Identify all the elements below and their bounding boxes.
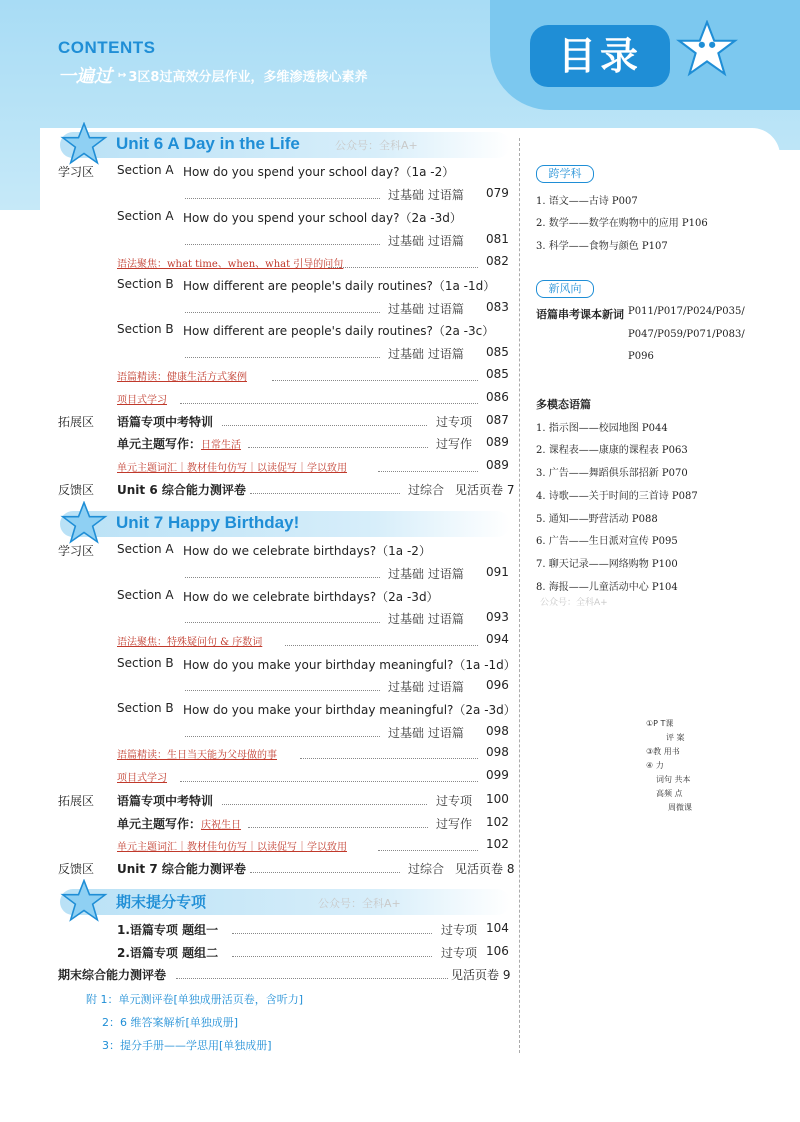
leader-dots — [185, 622, 380, 623]
tags: 过基础 过语篇 — [388, 567, 464, 581]
new-words-head: 语篇串考课本新词 — [536, 308, 624, 321]
tagline-text: 3区8过高效分层作业，多维渗透核心素养 — [128, 69, 368, 85]
tags: 过专项 — [436, 794, 473, 808]
leader-dots — [378, 850, 478, 851]
page-number[interactable]: 见活页卷 9 — [451, 968, 511, 982]
sidebar-item: 8. 海报——儿童活动中心 P104 — [536, 582, 678, 593]
watermark: 公众号：全科A+ — [335, 139, 418, 152]
unit-6-title: Unit 6 A Day in the Life — [116, 134, 300, 153]
sidebar-item: 1. 语文——古诗 P007 — [536, 196, 638, 207]
multimodal-head: 多模态语篇 — [536, 398, 591, 411]
tags: 过基础 过语篇 — [388, 188, 464, 202]
section-question: How do you spend your school day?（2a -3d） — [183, 211, 462, 225]
sidebar-item: 3. 科学——食物与颜色 P107 — [536, 241, 668, 252]
leader-dots — [222, 804, 427, 805]
tags: 过基础 过语篇 — [388, 726, 464, 740]
page-number[interactable]: 093 — [486, 610, 509, 624]
page-number[interactable]: 102 — [486, 815, 509, 829]
page-number[interactable]: 100 — [486, 792, 509, 806]
page-number[interactable]: 086 — [486, 390, 509, 404]
section-label: Section A — [117, 588, 174, 602]
section-question: How do you make your birthday meaningful?（2a -3d） — [183, 703, 516, 717]
section-question: How do you spend your school day?（1a -2） — [183, 165, 455, 179]
column-divider — [519, 138, 520, 1053]
leader-dots — [222, 425, 427, 426]
item-label: 1.语篇专项 题组一 — [117, 923, 219, 937]
leader-dots — [232, 933, 432, 934]
tags: 过专项 — [441, 946, 478, 960]
leader-dots — [185, 357, 380, 358]
leader-dots — [248, 827, 428, 828]
cross-subject-badge: 跨学科 — [536, 165, 594, 183]
special-item: 语法聚焦：what time、when、what 引导的问句 — [117, 259, 344, 270]
tags: 过基础 过语篇 — [388, 302, 464, 316]
page-number[interactable]: 106 — [486, 944, 509, 958]
leader-dots — [176, 978, 448, 979]
leader-dots — [272, 380, 478, 381]
tags: 过写作 — [436, 817, 473, 831]
special-item: 语篇精读：生日当天能为父母做的事 — [117, 750, 277, 761]
new-trend-badge: 新风向 — [536, 280, 594, 298]
page-number[interactable]: 089 — [486, 458, 509, 472]
zone-label: 拓展区 — [58, 415, 95, 429]
leader-dots — [250, 493, 400, 494]
sidebar-line: P047/P059/P071/P083/ — [628, 329, 745, 340]
special-item: 语法聚焦：特殊疑问句 & 序数词 — [117, 637, 263, 648]
special-item: 项目式学习 — [117, 773, 167, 784]
scatter-text: ①P T课 — [646, 719, 674, 728]
scatter-text: 周微课 — [668, 803, 692, 812]
item-label: 期末综合能力测评卷 — [58, 968, 167, 982]
tags: 过基础 过语篇 — [388, 680, 464, 694]
sidebar-item: 7. 聊天记录——网络购物 P100 — [536, 559, 678, 570]
item-label: Unit 6 综合能力测评卷 — [117, 483, 246, 497]
zone-label: 学习区 — [58, 544, 95, 558]
page-number[interactable]: 087 — [486, 413, 509, 427]
sidebar-item: 1. 指示图——校园地图 P044 — [536, 423, 668, 434]
special-item: 语篇精读：健康生活方式案例 — [117, 372, 247, 383]
sidebar-item: 4. 诗歌——关于时间的三首诗 P087 — [536, 491, 698, 502]
appendix-item: 附 1：单元测评卷[单独成册活页卷，含听力] — [86, 993, 304, 1006]
page-number[interactable]: 079 — [486, 186, 509, 200]
item-label: 2.语篇专项 题组二 — [117, 946, 219, 960]
page-number[interactable]: 104 — [486, 921, 509, 935]
page-number[interactable]: 102 — [486, 837, 509, 851]
section-question: How do you make your birthday meaningful?（1a -1d） — [183, 658, 516, 672]
item-label: Unit 7 综合能力测评卷 — [117, 862, 246, 876]
page-number[interactable]: 081 — [486, 232, 509, 246]
scatter-text: 高频 点 — [656, 789, 683, 798]
leader-dots — [185, 198, 380, 199]
section-label: Section B — [117, 701, 174, 715]
special-item: 单元主题词汇｜教材佳句仿写｜以读促写｜学以致用 — [117, 842, 347, 853]
page-number[interactable]: 083 — [486, 300, 509, 314]
page-number[interactable]: 098 — [486, 724, 509, 738]
star-mascot-icon — [60, 122, 108, 166]
section-label: Section B — [117, 277, 174, 291]
section-question: How different are people's daily routines?（1a -1d） — [183, 279, 496, 293]
tags: 过专项 — [436, 415, 473, 429]
section-question: How do we celebrate birthdays?（2a -3d） — [183, 590, 439, 604]
leader-dots — [180, 403, 478, 404]
leader-dots — [185, 690, 380, 691]
page-number[interactable]: 见活页卷 8 — [455, 862, 515, 876]
scatter-text: ④ 力 — [646, 761, 664, 770]
tags: 过基础 过语篇 — [388, 347, 464, 361]
page-number[interactable]: 094 — [486, 632, 509, 646]
section-label: Section A — [117, 163, 174, 177]
tags: 过综合 — [408, 862, 445, 876]
page-number[interactable]: 085 — [486, 345, 509, 359]
section-label: Section A — [117, 542, 174, 556]
watermark: 公众号：全科A+ — [540, 598, 608, 608]
page-number[interactable]: 099 — [486, 768, 509, 782]
tags: 过写作 — [436, 437, 473, 451]
scatter-text: ③教 用书 — [646, 747, 680, 756]
appendix-item: 3：提分手册——学思用[单独成册] — [102, 1039, 272, 1052]
section-label: Section B — [117, 656, 174, 670]
leader-dots — [248, 447, 428, 448]
star-mascot-icon — [676, 20, 738, 78]
leader-dots — [328, 267, 478, 268]
section-label: Section A — [117, 209, 174, 223]
scatter-text: 评 案 — [666, 733, 685, 742]
zone-label: 反馈区 — [58, 483, 95, 497]
appendix-item: 2：6 维答案解析[单独成册] — [102, 1016, 239, 1029]
page-number[interactable]: 085 — [486, 367, 509, 381]
tags: 过基础 过语篇 — [388, 612, 464, 626]
leader-dots — [185, 244, 380, 245]
item-label: 语篇专项中考特训 — [117, 415, 214, 429]
leader-dots — [185, 312, 380, 313]
page-number[interactable]: 098 — [486, 745, 509, 759]
sidebar-item: 2. 数学——数学在购物中的应用 P106 — [536, 218, 708, 229]
header-tagline — [58, 62, 367, 88]
leader-dots — [232, 956, 432, 957]
page-number[interactable]: 089 — [486, 435, 509, 449]
leader-dots — [300, 758, 478, 759]
item-label: 单元主题写作：庆祝生日 — [117, 817, 242, 831]
sidebar-item: 2. 课程表——康康的课程表 P063 — [536, 445, 688, 456]
section-label: Section B — [117, 322, 174, 336]
special-item: 单元主题词汇｜教材佳句仿写｜以读促写｜学以致用 — [117, 463, 347, 474]
leader-dots — [180, 781, 478, 782]
tags: 过综合 — [408, 483, 445, 497]
zone-label: 拓展区 — [58, 794, 95, 808]
leader-dots — [378, 471, 478, 472]
page-number[interactable]: 091 — [486, 565, 509, 579]
page-number[interactable]: 096 — [486, 678, 509, 692]
leader-dots — [250, 872, 400, 873]
zone-label: 学习区 — [58, 165, 95, 179]
sidebar-line: P096 — [628, 351, 654, 362]
arrow-icon: ↦ — [118, 69, 127, 81]
sidebar-item: 5. 通知——野营活动 P088 — [536, 514, 658, 525]
final-title: 期末提分专项 — [116, 893, 207, 911]
section-question: How do we celebrate birthdays?（1a -2） — [183, 544, 431, 558]
section-question: How different are people's daily routines?（2a -3c） — [183, 324, 495, 338]
item-label: 语篇专项中考特训 — [117, 794, 214, 808]
page-title: 目录 — [530, 25, 670, 87]
sidebar-item: 3. 广告——舞蹈俱乐部招新 P070 — [536, 468, 688, 479]
leader-dots — [285, 645, 478, 646]
special-item: 项目式学习 — [117, 395, 167, 406]
page-number[interactable]: 见活页卷 7 — [455, 483, 515, 497]
tags: 过专项 — [441, 923, 478, 937]
zone-label: 反馈区 — [58, 862, 95, 876]
scatter-text: 词句 共本 — [656, 775, 691, 784]
leader-dots — [185, 736, 380, 737]
unit-7-title: Unit 7 Happy Birthday! — [116, 513, 300, 532]
star-mascot-icon — [60, 501, 108, 545]
item-label: 单元主题写作：日常生活 — [117, 437, 242, 451]
star-mascot-icon — [60, 879, 108, 923]
sidebar-line: P011/P017/P024/P035/ — [628, 306, 745, 317]
watermark: 公众号：全科A+ — [318, 897, 401, 910]
sidebar-item: 6. 广告——生日派对宣传 P095 — [536, 536, 678, 547]
page-number[interactable]: 082 — [486, 254, 509, 268]
tags: 过基础 过语篇 — [388, 234, 464, 248]
contents-label: CONTENTS — [58, 38, 156, 57]
leader-dots — [185, 577, 380, 578]
brand-name: 一遍过 — [58, 66, 112, 87]
